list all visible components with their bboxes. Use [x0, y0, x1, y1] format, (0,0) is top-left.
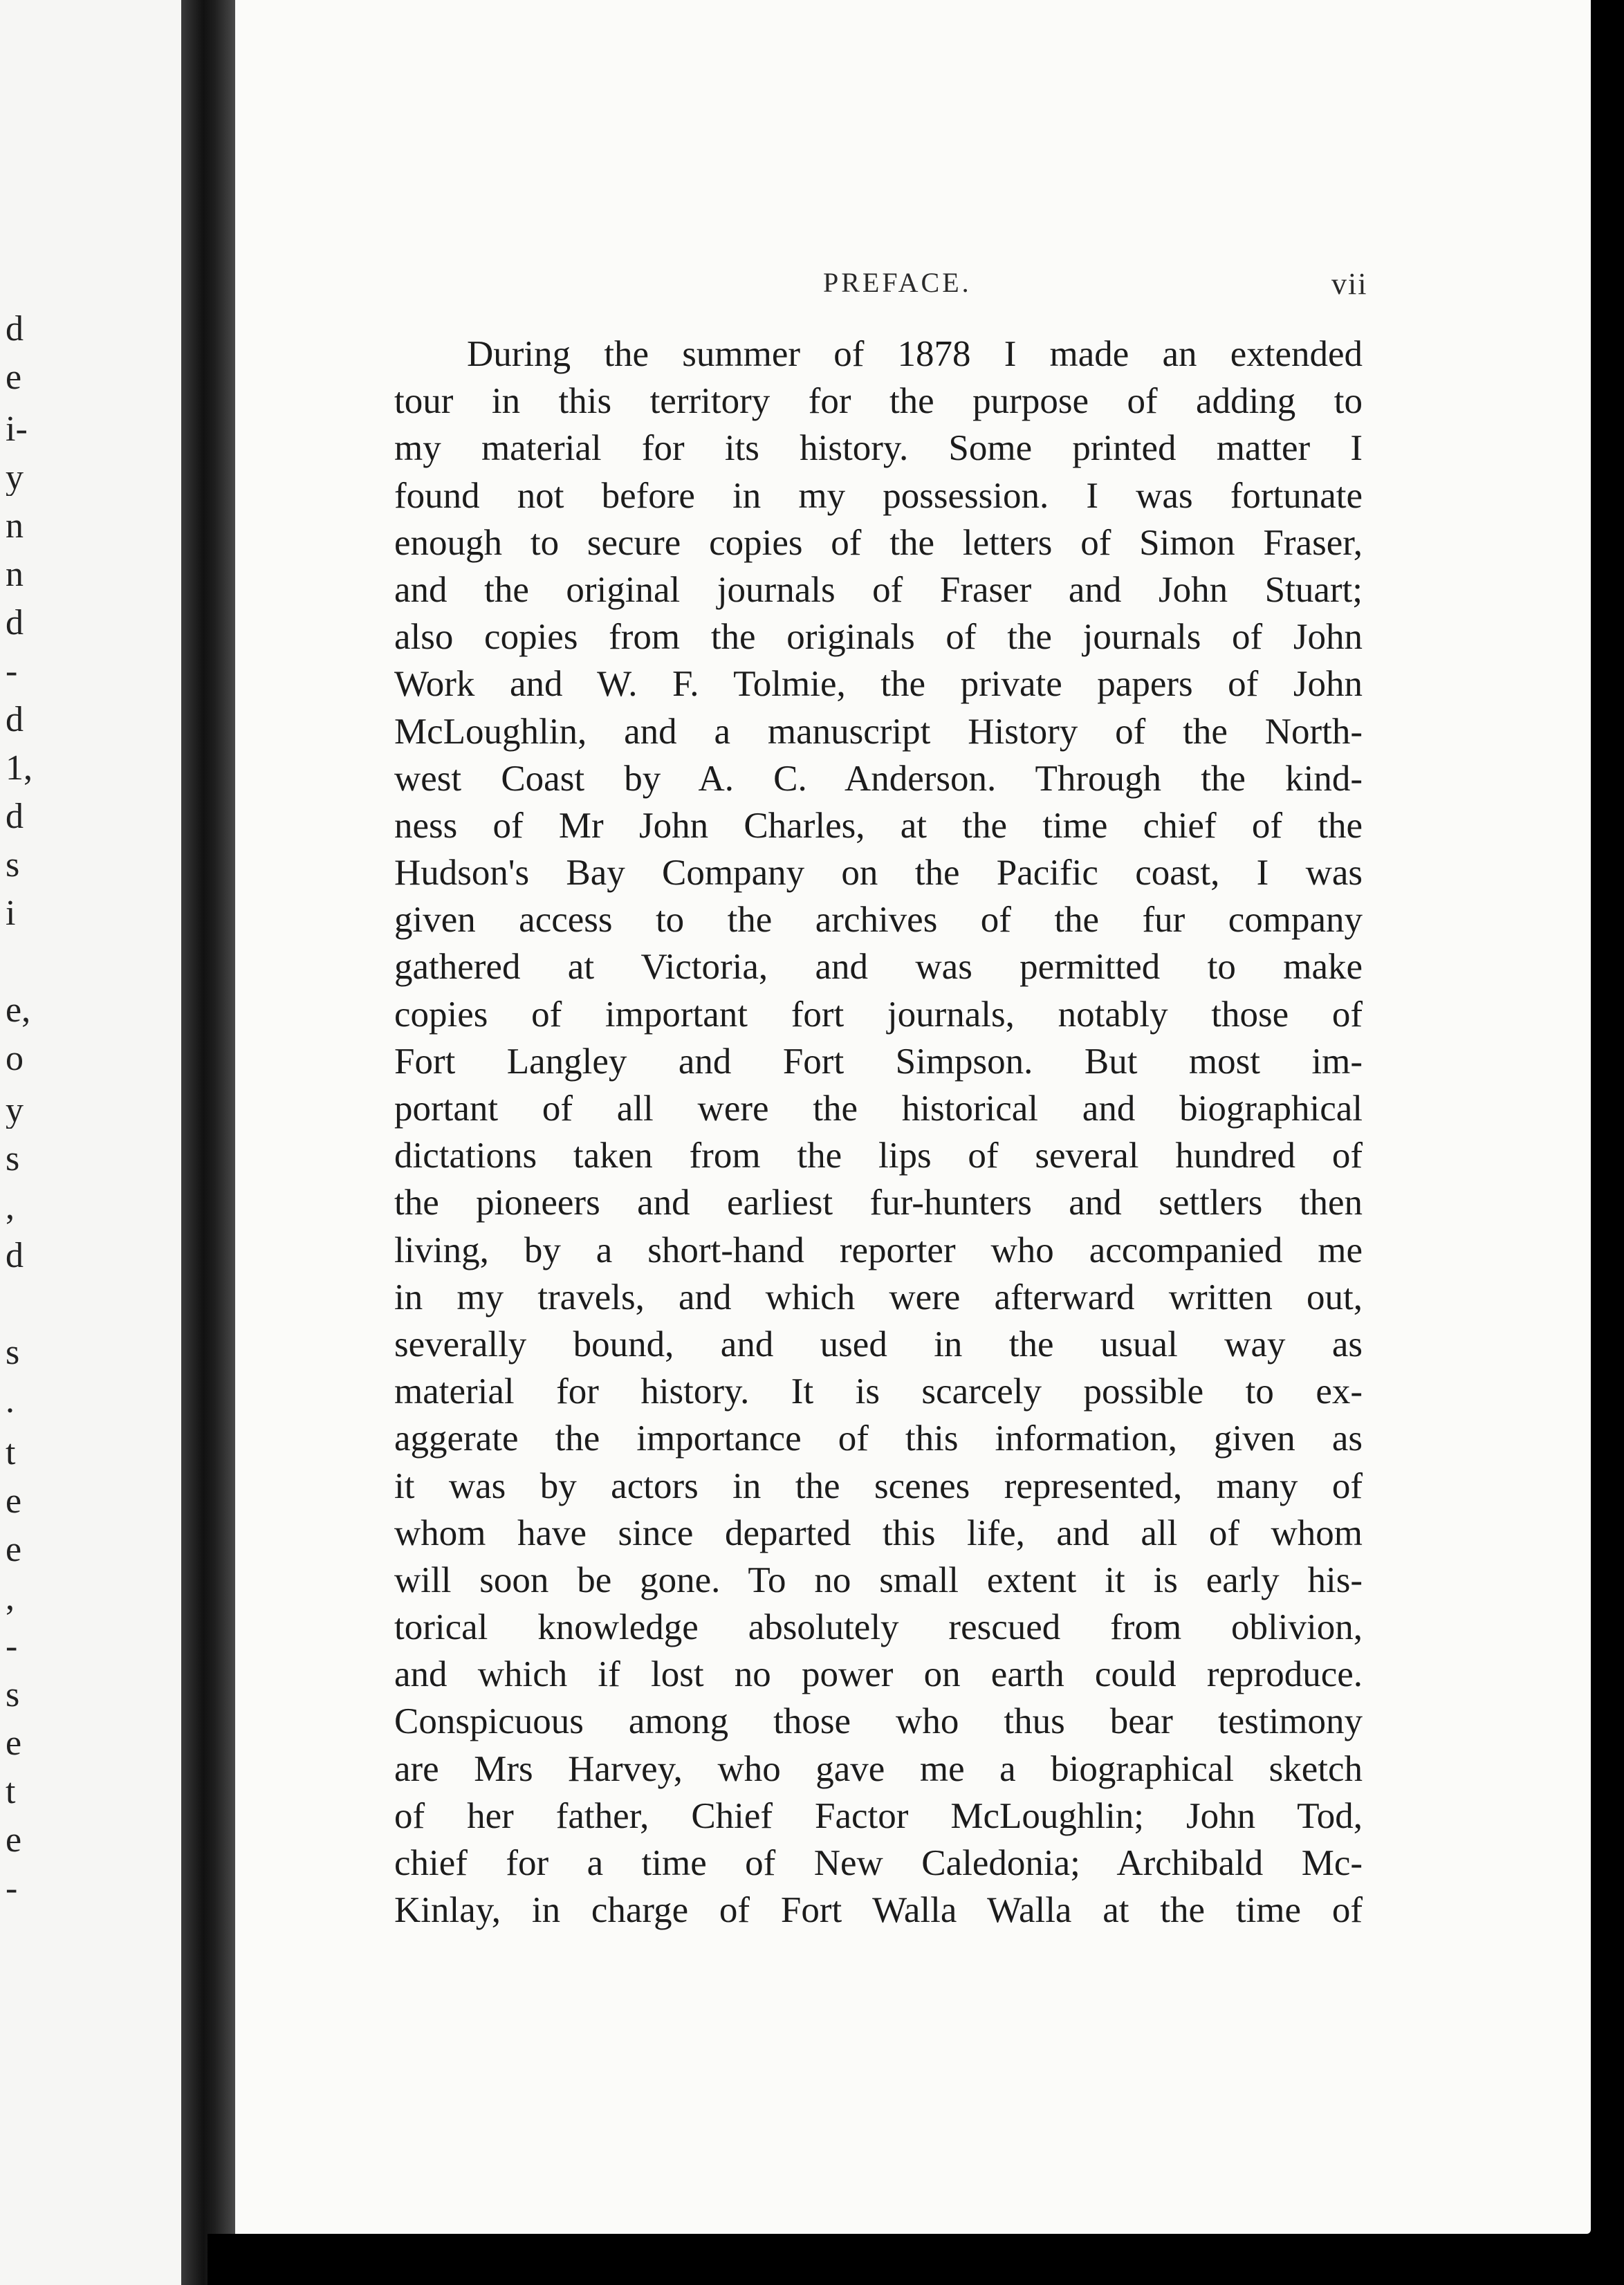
- previous-page-line-end: o: [6, 1041, 24, 1077]
- previous-page-line-end: d: [6, 311, 24, 347]
- previous-page-line-end: s: [6, 1335, 20, 1371]
- text-line: torical knowledge absolutely rescued from oblivion,: [394, 1607, 1363, 1648]
- text-line: Hudson's Bay Company on the Pacific coast, I was: [394, 853, 1363, 894]
- previous-page-line-end: t: [6, 1435, 16, 1471]
- text-line: chief for a time of New Caledonia; Archibald Mc-: [394, 1843, 1363, 1883]
- previous-page-line-end: s: [6, 847, 20, 883]
- text-line: aggerate the importance of this information, given as: [394, 1418, 1363, 1459]
- text-line: material for history. It is scarcely possible to ex-: [394, 1371, 1363, 1412]
- book-spine: [181, 0, 237, 2285]
- previous-page-line-end: y: [6, 1093, 24, 1129]
- text-line: in my travels, and which were afterward written out,: [394, 1277, 1363, 1317]
- text-line: of her father, Chief Factor McLoughlin; John Tod,: [394, 1795, 1363, 1836]
- text-line: Kinlay, in charge of Fort Walla Walla at the time of: [394, 1890, 1363, 1931]
- previous-page-line-end: t: [6, 1774, 16, 1810]
- text-line: McLoughlin, and a manuscript History of the North-: [394, 711, 1363, 752]
- previous-page-line-end: s: [6, 1677, 20, 1713]
- previous-page-line-end: d: [6, 799, 24, 835]
- text-line: ness of Mr John Charles, at the time chief of the: [394, 805, 1363, 846]
- previous-page-line-end: d: [6, 1238, 24, 1274]
- previous-page-line-end: i: [6, 896, 16, 932]
- previous-page-line-end: e: [6, 1822, 22, 1858]
- previous-page-line-end: -: [6, 1629, 18, 1665]
- text-line: portant of all were the historical and biographical: [394, 1089, 1363, 1129]
- text-line: and the original journals of Fraser and John Stuart;: [394, 569, 1363, 610]
- text-line: and which if lost no power on earth could reproduce.: [394, 1654, 1363, 1695]
- previous-page-line-end: i-: [6, 411, 28, 447]
- text-line: gathered at Victoria, and was permitted to make: [394, 947, 1363, 988]
- text-line: will soon be gone. To no small extent it is early his-: [394, 1560, 1363, 1600]
- previous-page-line-end: -: [6, 654, 18, 690]
- running-head: PREFACE.: [823, 267, 972, 298]
- previous-page-line-end: e,: [6, 992, 31, 1028]
- text-line: also copies from the originals of the journals of John: [394, 617, 1363, 658]
- body-paragraph: [394, 331, 1363, 1934]
- text-line: my material for its history. Some printed matter I: [394, 428, 1363, 469]
- previous-page-line-end: .: [6, 1383, 15, 1419]
- previous-page-line-end: e: [6, 1532, 22, 1568]
- previous-page-line-end: e: [6, 1483, 22, 1519]
- previous-page-line-end: s: [6, 1141, 20, 1177]
- previous-page-line-end: -: [6, 1871, 18, 1907]
- previous-page-line-end: 1,: [6, 750, 33, 786]
- text-line: found not before in my possession. I was fortunate: [394, 475, 1363, 516]
- text-line: Conspicuous among those who thus bear testimony: [394, 1701, 1363, 1742]
- text-line: whom have since departed this life, and all of whom: [394, 1512, 1363, 1553]
- previous-page-line-end: d: [6, 702, 24, 738]
- text-line: enough to secure copies of the letters of Simon Fraser,: [394, 522, 1363, 563]
- text-line: the pioneers and earliest fur-hunters and settlers then: [394, 1183, 1363, 1223]
- previous-page-line-end: e: [6, 360, 22, 396]
- text-line: During the summer of 1878 I made an extended: [467, 334, 1363, 374]
- text-line: living, by a short-hand reporter who accompanied me: [394, 1230, 1363, 1270]
- text-line: west Coast by A. C. Anderson. Through the kind-: [394, 758, 1363, 799]
- previous-page-text-edge: [0, 0, 207, 2285]
- previous-page-line-end: d: [6, 605, 24, 641]
- text-line: Fort Langley and Fort Simpson. But most im-: [394, 1041, 1363, 1082]
- page-number: vii: [1331, 267, 1368, 301]
- previous-page-line-end: n: [6, 508, 24, 544]
- scan-border-bottom: [207, 2234, 1624, 2285]
- text-line: tour in this territory for the purpose of adding to: [394, 381, 1363, 422]
- previous-page-line-end: e: [6, 1726, 22, 1761]
- previous-page-line-end: y: [6, 460, 24, 496]
- text-line: are Mrs Harvey, who gave me a biographical sketch: [394, 1748, 1363, 1789]
- previous-page-line-end: ,: [6, 1580, 15, 1616]
- text-line: copies of important fort journals, notably those of: [394, 994, 1363, 1035]
- previous-page-line-end: ,: [6, 1190, 15, 1225]
- scan-border-right: [1591, 0, 1624, 2285]
- previous-page-fragment: [0, 0, 207, 2285]
- previous-page-line-end: n: [6, 557, 24, 593]
- text-line: it was by actors in the scenes represented, many of: [394, 1465, 1363, 1506]
- text-line: given access to the archives of the fur company: [394, 900, 1363, 941]
- text-line: dictations taken from the lips of several hundred of: [394, 1136, 1363, 1176]
- text-line: Work and W. F. Tolmie, the private papers of John: [394, 664, 1363, 705]
- text-line: severally bound, and used in the usual way as: [394, 1324, 1363, 1364]
